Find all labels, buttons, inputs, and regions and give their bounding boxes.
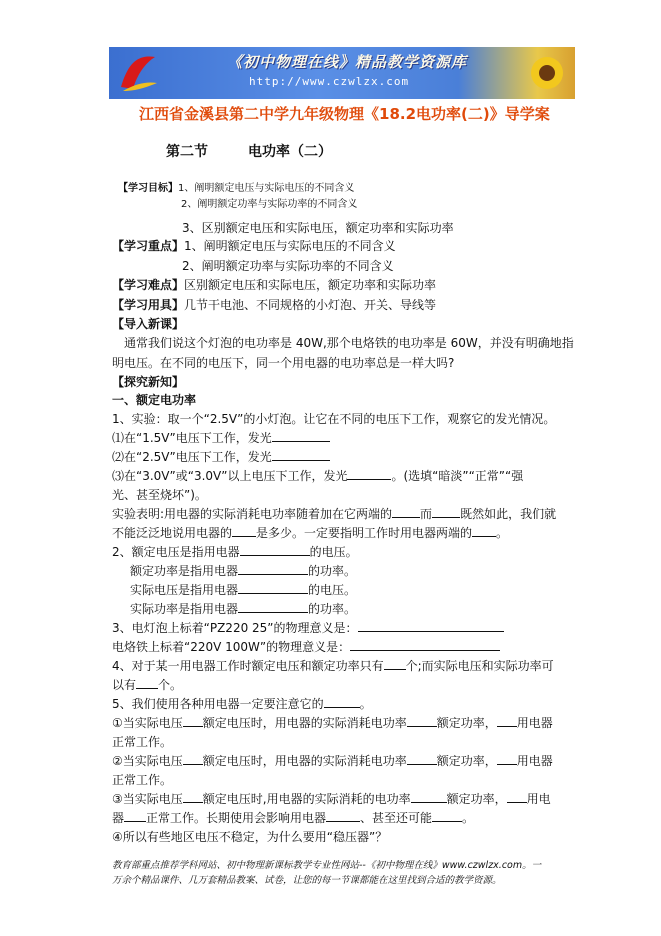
document-header: 江西省金溪县第二中学九年级物理《18.2电功率(二)》导学案 (139, 105, 550, 123)
objective-1: 【学习目标】1、阐明额定电压与实际电压的不同含义 (118, 183, 355, 194)
blank[interactable] (324, 695, 360, 708)
blank[interactable] (358, 619, 504, 632)
intro-line-1: 通常我们说这个灯泡的电功率是 40W,那个电烙铁的电功率是 60W，并没有明确地指 (124, 336, 574, 350)
logo-icon (115, 51, 161, 95)
blank[interactable] (432, 809, 462, 822)
footer-line-1: 教育部重点推荐学科网站、初中物理新课标教学专业性网站--《初中物理在线》www.czwlzx.com。一 (112, 860, 542, 871)
objectives-label: 【学习目标】 (118, 183, 178, 194)
tools-label: 【学习用具】 (112, 298, 185, 312)
blank[interactable] (432, 505, 460, 518)
q3-line-2: 电烙铁上标着“220V 100W”的物理意义是： (112, 638, 500, 655)
blank[interactable] (326, 809, 360, 822)
blank[interactable] (240, 543, 310, 556)
section-number: 第二节 (166, 144, 208, 160)
objective-2: 2、阐明额定功率与实际功率的不同含义 (181, 199, 358, 210)
blank[interactable] (124, 809, 146, 822)
q5-case-3: ③当实际电压 额定电压时,用电器的实际消耗的电功率 额定功率， 用电 (112, 792, 551, 806)
q5-case-2: ②当实际电压 额定电压时，用电器的实际消耗电功率 额定功率， 用电器 (112, 754, 553, 768)
blank[interactable] (507, 790, 527, 803)
blank[interactable] (272, 448, 330, 461)
difficulty-line: 【学习难点】区别额定电压和实际电压，额定功率和实际功率 (112, 278, 437, 292)
blank[interactable] (407, 752, 437, 765)
keypoint-2: 2、阐明额定功率与实际功率的不同含义 (182, 259, 394, 273)
banner-title: 《初中物理在线》精品教学资源库 (227, 53, 468, 71)
blank[interactable] (238, 600, 308, 613)
blank[interactable] (347, 467, 391, 480)
blank[interactable] (272, 429, 330, 442)
banner-url[interactable]: http://www.czwlzx.com (249, 75, 410, 88)
footer-line-2: 万余个精品课件、几万套精品教案、试卷，让您的每一节课都能在这里找到合适的教学资源。 (112, 875, 502, 886)
q5-case-4: ④所以有些地区电压不稳定，为什么要用“稳压器”？ (112, 830, 388, 844)
q1-c: ⑶在“3.0V”或“3.0V”以上电压下工作，发光 。(选填“暗淡”“正常”“强 (112, 469, 524, 483)
conclusion-line-1: 实验表明:用电器的实际消耗电功率随着加在它两端的 而 既然如此，我们就 (112, 507, 557, 521)
blank[interactable] (472, 524, 496, 537)
header-banner (109, 47, 575, 99)
objective-3: 3、区别额定电压和实际电压，额定功率和实际功率 (182, 221, 454, 235)
blank[interactable] (350, 638, 500, 651)
intro-label: 【导入新课】 (112, 317, 185, 331)
blank[interactable] (407, 714, 437, 727)
q5-case-1-cont: 正常工作。 (112, 735, 173, 749)
q1-b: ⑵在“2.5V”电压下工作，发光 (112, 448, 330, 465)
tools-line: 【学习用具】几节干电池、不同规格的小灯泡、开关、导线等 (112, 298, 437, 312)
q1-intro: 1、实验：取一个“2.5V”的小灯泡。让它在不同的电压下工作，观察它的发光情况。 (112, 412, 556, 426)
q5-case-2-cont: 正常工作。 (112, 773, 173, 787)
section-name: 电功率（二） (248, 144, 332, 160)
sunflower-icon (525, 53, 569, 93)
blank[interactable] (183, 790, 203, 803)
section-title (166, 141, 332, 161)
conclusion-line-2: 不能泛泛地说用电器的 是多少。一定要指明工作时用电器两端的 。 (112, 526, 509, 540)
blank[interactable] (136, 676, 158, 689)
blank[interactable] (497, 714, 517, 727)
q5-case-1: ①当实际电压 额定电压时，用电器的实际消耗电功率 额定功率， 用电器 (112, 716, 553, 730)
q2-line-3: 实际电压是指用电器 的电压。 (130, 583, 357, 597)
q5-case-3-cont: 器 正常工作。长期使用会影响用电器 、甚至还可能 。 (112, 811, 475, 825)
q2-line-2: 额定功率是指用电器 的功率。 (130, 564, 357, 578)
keypoints-label: 【学习重点】 (112, 239, 185, 253)
q1-c-cont: 光、甚至烧坏”)。 (112, 488, 207, 502)
q2-line-1: 2、额定电压是指用电器 的电压。 (112, 545, 358, 559)
difficulty-label: 【学习难点】 (112, 278, 185, 292)
blank[interactable] (411, 790, 447, 803)
part1-title: 一、额定电功率 (112, 393, 197, 407)
blank[interactable] (384, 657, 406, 670)
blank[interactable] (497, 752, 517, 765)
blank[interactable] (183, 752, 203, 765)
q4-line-1: 4、对于某一用电器工作时额定电压和额定功率只有 个;而实际电压和实际功率可 (112, 659, 554, 673)
q2-line-4: 实际功率是指用电器 的功率。 (130, 602, 357, 616)
blank[interactable] (392, 505, 420, 518)
q5-intro: 5、我们使用各种用电器一定要注意它的 。 (112, 697, 372, 711)
explore-label: 【探究新知】 (112, 375, 185, 389)
blank[interactable] (238, 562, 308, 575)
q4-line-2: 以有 个。 (112, 678, 183, 692)
blank[interactable] (232, 524, 256, 537)
keypoint-1: 【学习重点】1、阐明额定电压与实际电压的不同含义 (112, 239, 396, 253)
intro-line-2: 明电压。在不同的电压下，同一个用电器的电功率总是一样大吗? (112, 356, 455, 370)
q3-line-1: 3、电灯泡上标着“PZ220 25”的物理意义是： (112, 619, 504, 636)
blank[interactable] (238, 581, 308, 594)
q1-a: ⑴在“1.5V”电压下工作，发光 (112, 429, 330, 446)
blank[interactable] (183, 714, 203, 727)
